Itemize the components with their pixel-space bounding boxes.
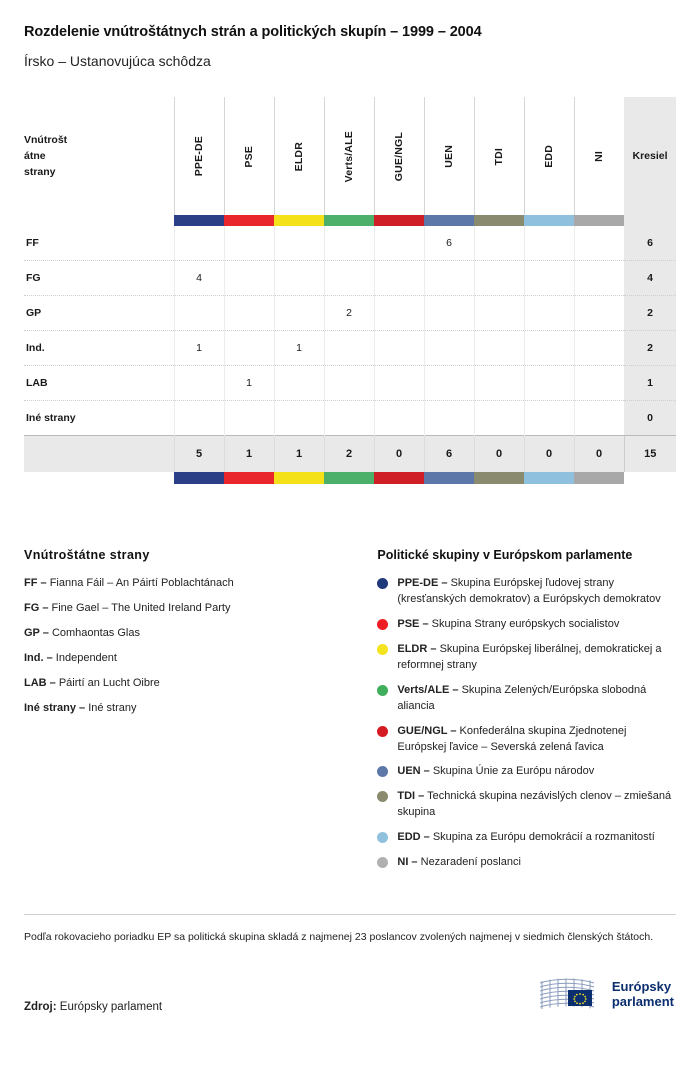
color-swatch-edd [524, 215, 574, 226]
group-color-dot-icon [377, 685, 388, 696]
group-abbr: UEN – [397, 765, 430, 778]
row-seats: 1 [624, 366, 676, 401]
group-name: Technická skupina nezávislých clenov – zmiešaná skupina [397, 790, 672, 819]
table-row [24, 226, 676, 261]
seats-header: Kresiel [624, 97, 676, 215]
seat-table [24, 97, 676, 484]
cell-value [574, 296, 624, 331]
list-item [377, 764, 676, 780]
cell-value: 2 [324, 296, 374, 331]
totals-cell: 0 [474, 436, 524, 473]
color-swatch-bottom-verts-ale [324, 472, 374, 484]
row-seats: 2 [624, 296, 676, 331]
source-row [24, 977, 676, 1013]
group-text [397, 789, 676, 821]
cell-value [424, 331, 474, 366]
column-header-label: Verts/ALE [343, 130, 355, 183]
cell-value: 6 [424, 226, 474, 261]
column-header-gue-ngl [374, 97, 424, 215]
totals-cell: 0 [524, 436, 574, 473]
list-item [24, 651, 377, 667]
row-label: Iné strany [24, 401, 174, 436]
row-label: FF [24, 226, 174, 261]
group-color-bar-top [24, 215, 676, 226]
color-swatch-uen [424, 215, 474, 226]
cell-value [474, 226, 524, 261]
color-swatch-pse [224, 215, 274, 226]
totals-cell: 0 [374, 436, 424, 473]
color-swatch-tdi [474, 215, 524, 226]
party-name: Iné strany [88, 701, 137, 714]
bar-seats-spacer [624, 215, 676, 226]
column-header-pse [224, 97, 274, 215]
list-item [377, 642, 676, 674]
source-text [24, 1001, 162, 1013]
column-header-label: UEN [443, 145, 455, 168]
ep-logo-text [612, 980, 674, 1010]
column-header-ni [574, 97, 624, 215]
cell-value [324, 226, 374, 261]
bar-spacer-bottom [24, 472, 174, 484]
color-swatch-bottom-eldr [274, 472, 324, 484]
cell-value [324, 366, 374, 401]
column-header-uen [424, 97, 474, 215]
list-item [24, 676, 377, 692]
totals-cell: 2 [324, 436, 374, 473]
group-color-dot-icon [377, 619, 388, 630]
legend-groups-title: Politické skupiny v Európskom parlamente [377, 548, 633, 562]
column-header-tdi [474, 97, 524, 215]
totals-label [24, 436, 174, 473]
ep-logo-line1: Európsky [611, 979, 672, 995]
totals-cell: 5 [174, 436, 224, 473]
group-name: Skupina Európskej liberálnej, demokratickej a reformnej strany [397, 642, 662, 671]
party-name: Fianna Fáil – An Páirtí Poblachtánach [49, 577, 234, 589]
group-text [397, 576, 676, 608]
cell-value [524, 261, 574, 296]
cell-value [374, 261, 424, 296]
party-abbr: LAB – [24, 676, 56, 689]
cell-value [374, 226, 424, 261]
color-swatch-bottom-gue-ngl [374, 472, 424, 484]
list-item [24, 601, 377, 617]
party-abbr: Ind. – [24, 651, 53, 664]
list-item [377, 617, 676, 633]
cell-value [174, 366, 224, 401]
cell-value [524, 366, 574, 401]
party-abbr: FG – [24, 601, 49, 614]
table-row [24, 296, 676, 331]
cell-value [424, 366, 474, 401]
column-header-label: PSE [243, 145, 255, 168]
column-header-label: NI [593, 151, 606, 162]
cell-value [424, 401, 474, 436]
column-header-ppe-de [174, 97, 224, 215]
cell-value [174, 226, 224, 261]
totals-cell: 6 [424, 436, 474, 473]
ep-logo [538, 977, 674, 1013]
column-header-label: PPE-DE [193, 136, 205, 177]
list-item [377, 830, 676, 846]
group-text [397, 724, 676, 756]
group-text [397, 642, 676, 674]
party-abbr: GP – [24, 626, 49, 639]
cell-value [474, 296, 524, 331]
table-row [24, 261, 676, 296]
cell-value: 4 [174, 261, 224, 296]
totals-row [24, 436, 676, 473]
party-abbr: Iné strany – [24, 701, 86, 714]
group-color-dot-icon [377, 726, 388, 737]
cell-value [224, 296, 274, 331]
totals-cell: 1 [224, 436, 274, 473]
column-header-edd [524, 97, 574, 215]
group-abbr: EDD – [397, 831, 430, 844]
group-text [397, 764, 594, 780]
cell-value [224, 331, 274, 366]
cell-value: 1 [224, 366, 274, 401]
row-label: Ind. [24, 331, 174, 366]
cell-value [174, 401, 224, 436]
ep-logo-line2: parlament [611, 994, 674, 1010]
cell-value [524, 401, 574, 436]
table-header-row [24, 97, 676, 215]
cell-value [474, 331, 524, 366]
cell-value [424, 261, 474, 296]
row-seats: 6 [624, 226, 676, 261]
totals-seats: 15 [624, 436, 676, 473]
totals-cell: 0 [574, 436, 624, 473]
party-name: Páirtí an Lucht Oibre [58, 676, 160, 689]
group-abbr: GUE/NGL – [397, 724, 457, 737]
row-seats: 0 [624, 401, 676, 436]
party-abbr: FF – [24, 577, 47, 589]
group-color-dot-icon [377, 832, 388, 843]
legend-national-title: Vnútroštátne strany [24, 548, 150, 562]
color-swatch-ni [574, 215, 624, 226]
party-name: Fine Gael – The United Ireland Party [51, 601, 231, 614]
group-abbr: TDI – [397, 790, 425, 803]
row-label: GP [24, 296, 174, 331]
cell-value [374, 331, 424, 366]
party-name: Independent [55, 651, 117, 664]
table-row [24, 366, 676, 401]
color-swatch-bottom-edd [524, 472, 574, 484]
legend-national [24, 548, 377, 880]
row-seats: 2 [624, 331, 676, 366]
source-value: Európsky parlament [59, 1001, 163, 1014]
cell-value [574, 366, 624, 401]
column-header-label: TDI [493, 147, 505, 166]
group-color-dot-icon [377, 578, 388, 589]
footnote: Podľa rokovacieho poriadku EP sa politická skupina skladá z najmenej 23 poslancov zvolených najmenej v siedmich členských štátoch. [24, 931, 654, 944]
cell-value [274, 366, 324, 401]
group-color-bar-bottom [24, 472, 676, 484]
color-swatch-verts-ale [324, 215, 374, 226]
list-item [377, 683, 676, 715]
group-text [397, 830, 654, 846]
list-item [377, 724, 676, 756]
cell-value [374, 296, 424, 331]
cell-value [524, 296, 574, 331]
column-header-verts-ale [324, 97, 374, 215]
color-swatch-eldr [274, 215, 324, 226]
color-swatch-bottom-uen [424, 472, 474, 484]
cell-value [474, 401, 524, 436]
cell-value [324, 261, 374, 296]
color-swatch-bottom-ni [574, 472, 624, 484]
color-swatch-gue-ngl [374, 215, 424, 226]
cell-value [224, 226, 274, 261]
totals-cell: 1 [274, 436, 324, 473]
group-name: Skupina Strany európskych socialistov [431, 617, 620, 630]
party-name: Comhaontas Glas [51, 626, 140, 639]
column-header-label: EDD [543, 145, 555, 168]
bar-spacer [24, 215, 174, 226]
list-item [24, 576, 377, 592]
color-swatch-bottom-ppe-de [174, 472, 224, 484]
list-item [377, 576, 676, 608]
cell-value: 1 [174, 331, 224, 366]
cell-value [274, 296, 324, 331]
ep-logo-icon [538, 977, 604, 1013]
group-name: Skupina Zelených/Európska slobodná aliancia [397, 683, 647, 712]
group-abbr: PSE – [397, 617, 429, 630]
group-abbr: NI – [397, 856, 418, 869]
row-label: FG [24, 261, 174, 296]
cell-value [224, 401, 274, 436]
distribution-table [24, 97, 676, 484]
group-name: Nezaradení poslanci [420, 856, 521, 869]
divider [24, 914, 676, 915]
table-row [24, 331, 676, 366]
group-text [397, 683, 676, 715]
cell-value [474, 366, 524, 401]
row-header-label: Vnútrošt átne strany [24, 133, 68, 179]
cell-value [274, 261, 324, 296]
cell-value [524, 331, 574, 366]
column-header-eldr [274, 97, 324, 215]
cell-value [274, 226, 324, 261]
color-swatch-bottom-pse [224, 472, 274, 484]
group-name: Skupina Únie za Európu národov [432, 765, 595, 778]
color-swatch-bottom-tdi [474, 472, 524, 484]
source-label: Zdroj: [24, 1001, 57, 1014]
cell-value [274, 401, 324, 436]
group-abbr: PPE-DE – [397, 577, 448, 589]
list-item [24, 701, 377, 717]
group-name: Konfederálna skupina Zjednotenej Európskej ľavice – Severská zelená ľavica [397, 724, 627, 753]
cell-value [374, 366, 424, 401]
cell-value [574, 226, 624, 261]
group-abbr: ELDR – [397, 642, 437, 655]
cell-value [424, 296, 474, 331]
list-item [24, 626, 377, 642]
cell-value [574, 401, 624, 436]
group-text [397, 855, 521, 871]
cell-value [374, 401, 424, 436]
page-subtitle: Írsko – Ustanovujúca schôdza [24, 53, 211, 69]
cell-value [574, 331, 624, 366]
group-color-dot-icon [377, 644, 388, 655]
cell-value [524, 226, 574, 261]
cell-value [574, 261, 624, 296]
ep-flag-icon [538, 977, 604, 1013]
group-color-dot-icon [377, 857, 388, 868]
bar-seats-spacer-bottom [624, 472, 676, 484]
cell-value [474, 261, 524, 296]
page-title: Rozdelenie vnútroštátnych strán a politických skupín – 1999 – 2004 [24, 24, 482, 40]
color-swatch-ppe-de [174, 215, 224, 226]
column-header-label: GUE/NGL [393, 131, 405, 182]
cell-value [174, 296, 224, 331]
cell-value: 1 [274, 331, 324, 366]
cell-value [324, 331, 374, 366]
list-item [377, 789, 676, 821]
column-header-label: ELDR [293, 141, 305, 172]
group-color-dot-icon [377, 791, 388, 802]
cell-value [224, 261, 274, 296]
group-color-dot-icon [377, 766, 388, 777]
row-label: LAB [24, 366, 174, 401]
group-name: Skupina Európskej ľudovej strany (kresťanských demokratov) a Európskych demokratov [397, 577, 661, 605]
cell-value [324, 401, 374, 436]
row-seats: 4 [624, 261, 676, 296]
group-abbr: Verts/ALE – [397, 683, 459, 696]
list-item [377, 855, 676, 871]
table-row [24, 401, 676, 436]
legend-groups [377, 548, 676, 880]
group-name: Skupina za Európu demokrácií a rozmanitostí [432, 831, 655, 844]
legend-section [24, 548, 676, 880]
group-text [397, 617, 619, 633]
